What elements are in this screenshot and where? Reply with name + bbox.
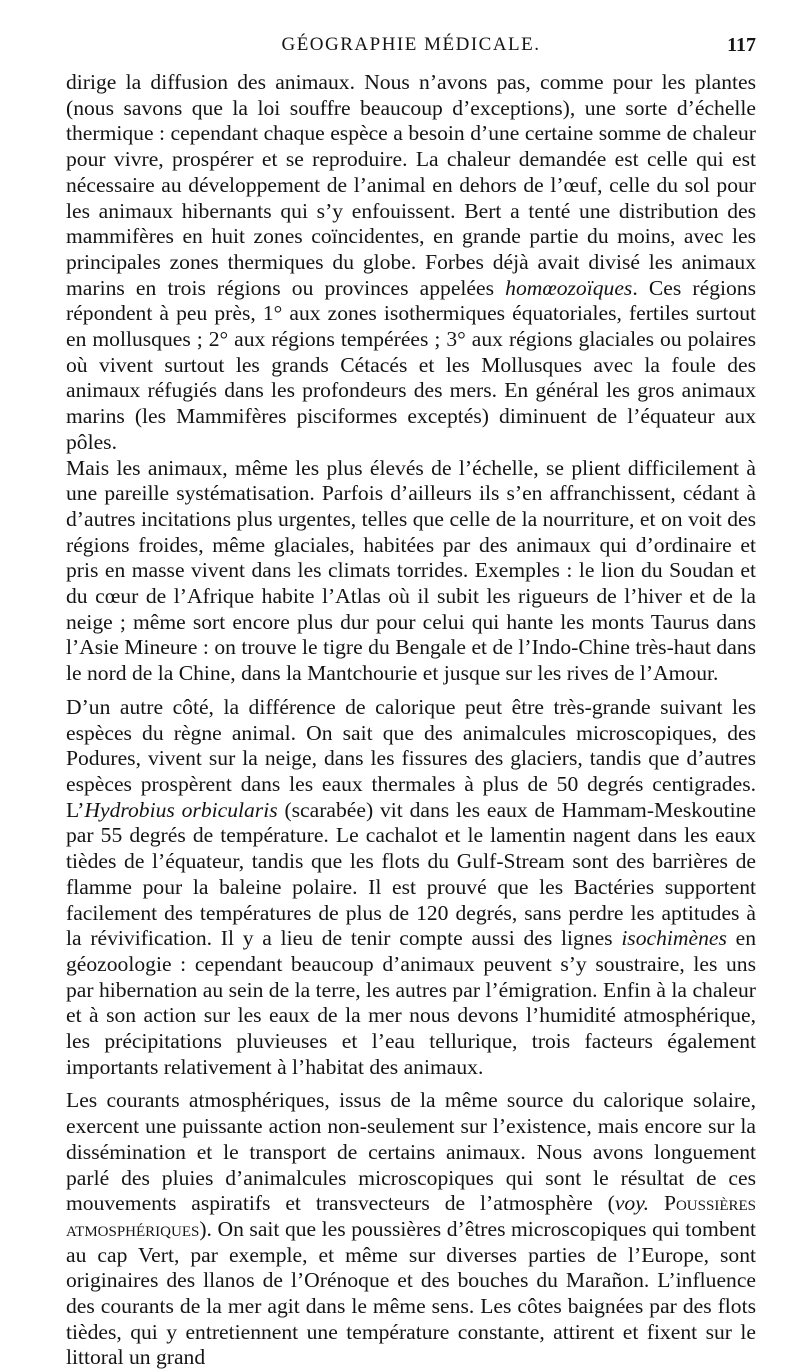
body-text <box>66 70 756 1371</box>
italic-term: voy. <box>614 1191 650 1216</box>
page-number: 117 <box>727 34 756 56</box>
italic-term: homœozoïques <box>505 275 633 300</box>
paragraph-2: Mais les animaux, même les plus élevés de l’échelle, se plient difficilement à une pareille systématisation. Parfois d’ailleurs ils s’en affranchissent, cédant à d’autres incitations plus urgentes, telles que celle de la nourriture, et on voit des régions froides, même glaciales, habitées par des animaux qui d’ordinaire et pris en masse vivent dans les climats torrides. Exemples : le lion du Soudan et du cœur de l’Afrique habite l’Atlas où il subit les rigueurs de l’hiver et de la neige ; même sort encore plus dur pour celui qui hante les monts Taurus dans l’Asie Mineure : on trouve le tigre du Bengale et de l’Indo-Chine très-haut dans le nord de la Chine, dans la Mantchourie et jusque sur les rives de l’Amour. <box>66 455 756 686</box>
running-title: GÉOGRAPHIE MÉDICALE. <box>281 34 541 55</box>
paragraph-4: Les courants atmosphériques, issus de la même source du calorique solaire, exercent une puissante action non-seulement sur l’existence, mais encore sur la dissémination et le transport de certains animaux. Nous avons longuement parlé des pluies d’animalcules microscopiques qui sont le résultat de ces mouvements aspiratifs et transvecteurs de l’atmosphère (voy. Poussières atmosphériques). On sait que les poussières d’êtres microscopiques qui tombent au cap Vert, par exemple, et même sur diverses parties de l’Europe, sont originaires des llanos de l’Orénoque et des bouches du Marañon. L’influence des courants de la mer agit dans le même sens. Les côtes baignées par des flots tièdes, qui y entretiennent une température constante, attirent et fixent sur le littoral un grand <box>66 1088 756 1370</box>
cross-reference: Poussières atmosphériques <box>66 1191 756 1241</box>
italic-term: Hydrobius orbicularis <box>84 797 278 822</box>
running-header <box>66 30 756 70</box>
italic-term: isochimènes <box>621 926 727 951</box>
paragraph-3: D’un autre côté, la différence de calorique peut être très-grande suivant les espèces du règne animal. On sait que des animalcules microscopiques, des Podures, vivent sur la neige, dans les fissures des glaciers, tandis que d’autres espèces prospèrent dans les eaux thermales à plus de 50 degrés centigrades. L’Hydrobius orbicularis (scarabée) vit dans les eaux de Hammam-Meskoutine par 55 degrés de température. Le cachalot et le lamentin nagent dans les eaux tièdes de l’équateur, tandis que les flots du Gulf-Stream sont des barrières de flamme pour la baleine polaire. Il est prouvé que les Bactéries supportent facilement des températures de plus de 120 degrés, sans perdre les aptitudes à la révivification. Il y a lieu de tenir compte aussi des lignes isochimènes en géozoologie : cependant beaucoup d’animaux peuvent s’y soustraire, les uns par hibernation au sein de la terre, les autres par l’émigration. Enfin à la chaleur et à son action sur les eaux de la mer nous devons l’humidité atmosphérique, les précipitations pluvieuses et l’eau tellurique, trois facteurs également importants relativement à l’habitat des animaux. <box>66 694 757 1079</box>
paragraph-1: dirige la diffusion des animaux. Nous n’avons pas, comme pour les plantes (nous savons que la loi souffre beaucoup d’exceptions), une sorte d’échelle thermique : cependant chaque espèce a besoin d’une certaine somme de chaleur pour vivre, prospérer et se reproduire. La chaleur demandée est celle qui est nécessaire au développement de l’animal en dehors de l’œuf, celle du sol pour les animaux hibernants qui s’y enfouissent. Bert a tenté une distribution des mammifères en huit zones coïncidentes, en grande partie du moins, avec les principales zones thermiques du globe. Forbes déjà avait divisé les animaux marins en trois régions ou provinces appelées homœozoïques. Ces régions répondent à peu près, 1° aux zones isothermiques équatoriales, fertiles surtout en mollusques ; 2° aux régions tempérées ; 3° aux régions glaciales ou polaires où vivent surtout les grands Cétacés et les Mollusques avec la foule des animaux réfugiés dans les profondeurs des mers. En général les gros animaux marins (les Mammifères pisciformes exceptés) diminuent de l’équateur aux pôles. <box>66 70 756 454</box>
